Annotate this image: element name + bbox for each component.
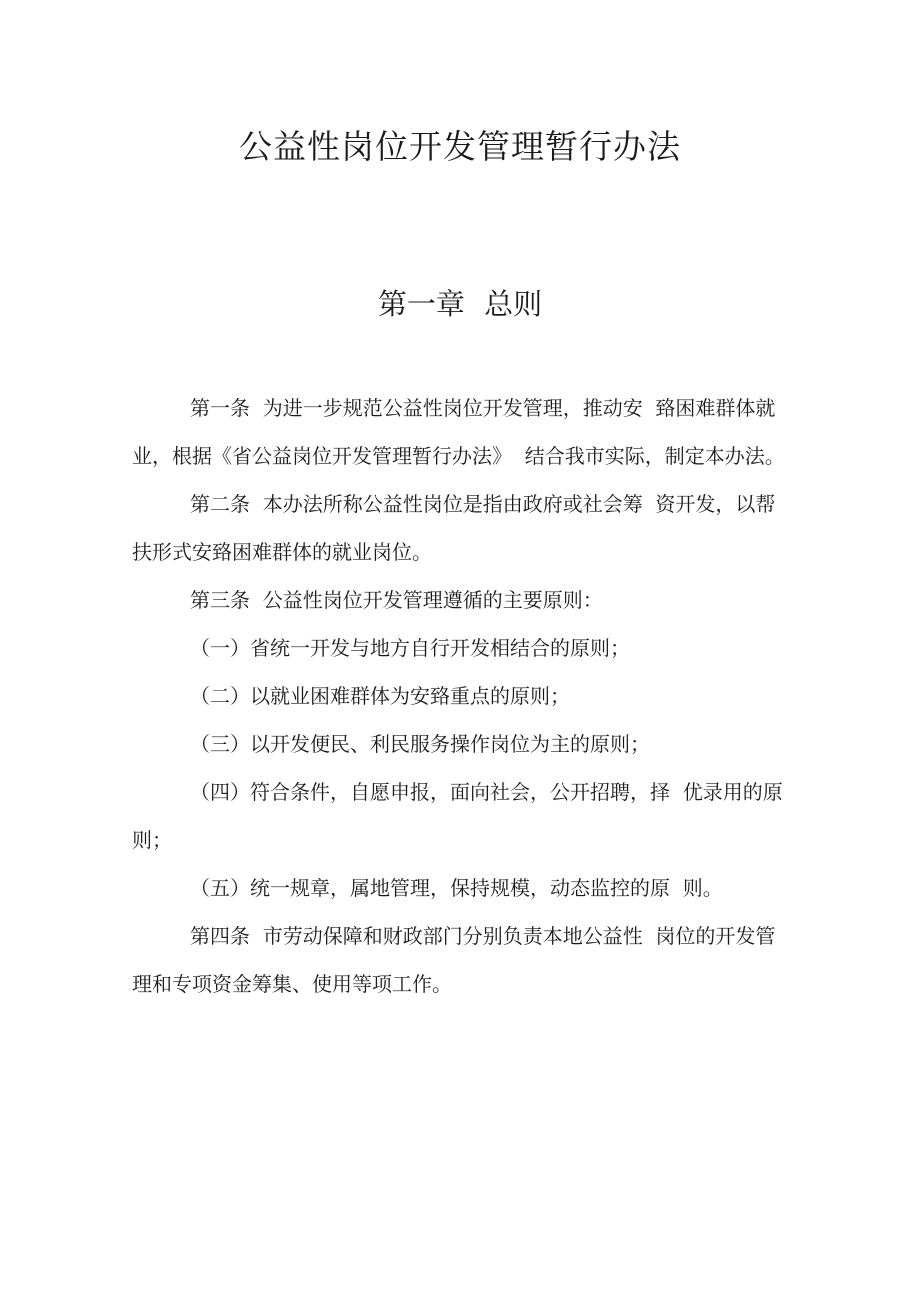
principle-2: （二）以就业困难群体为安臵重点的原则； xyxy=(190,684,570,708)
principle-4: （四）符合条件，自愿申报，面向社会，公开招聘，择 优录用的原则； xyxy=(132,780,783,852)
document-title: 公益性岗位开发管理暂行办法 xyxy=(239,127,681,166)
article-4: 第四条 市劳动保障和财政部门分别负责本地公益性 岗位的开发管理和专项资金筹集、使用等项工作。 xyxy=(132,924,776,996)
article-3: 第三条 公益性岗位开发管理遵循的主要原则： xyxy=(190,588,603,612)
article-1: 第一条 为进一步规范公益性岗位开发管理，推动安 臵困难群体就业，根据《省公益岗位开发管理暂行办法》 结合我市实际，制定本办法。 xyxy=(132,396,785,468)
principle-5: （五）统一规章，属地管理，保持规模，动态监控的原 则。 xyxy=(190,876,723,900)
principle-1: （一）省统一开发与地方自行开发相结合的原则； xyxy=(190,636,630,660)
principle-3: （三）以开发便民、利民服务操作岗位为主的原则； xyxy=(190,732,650,756)
document-body xyxy=(132,384,792,1008)
article-2: 第二条 本办法所称公益性岗位是指由政府或社会筹 资开发，以帮扶形式安臵困难群体的就业岗位。 xyxy=(132,492,776,564)
chapter-heading: 第一章 总则 xyxy=(377,287,543,321)
